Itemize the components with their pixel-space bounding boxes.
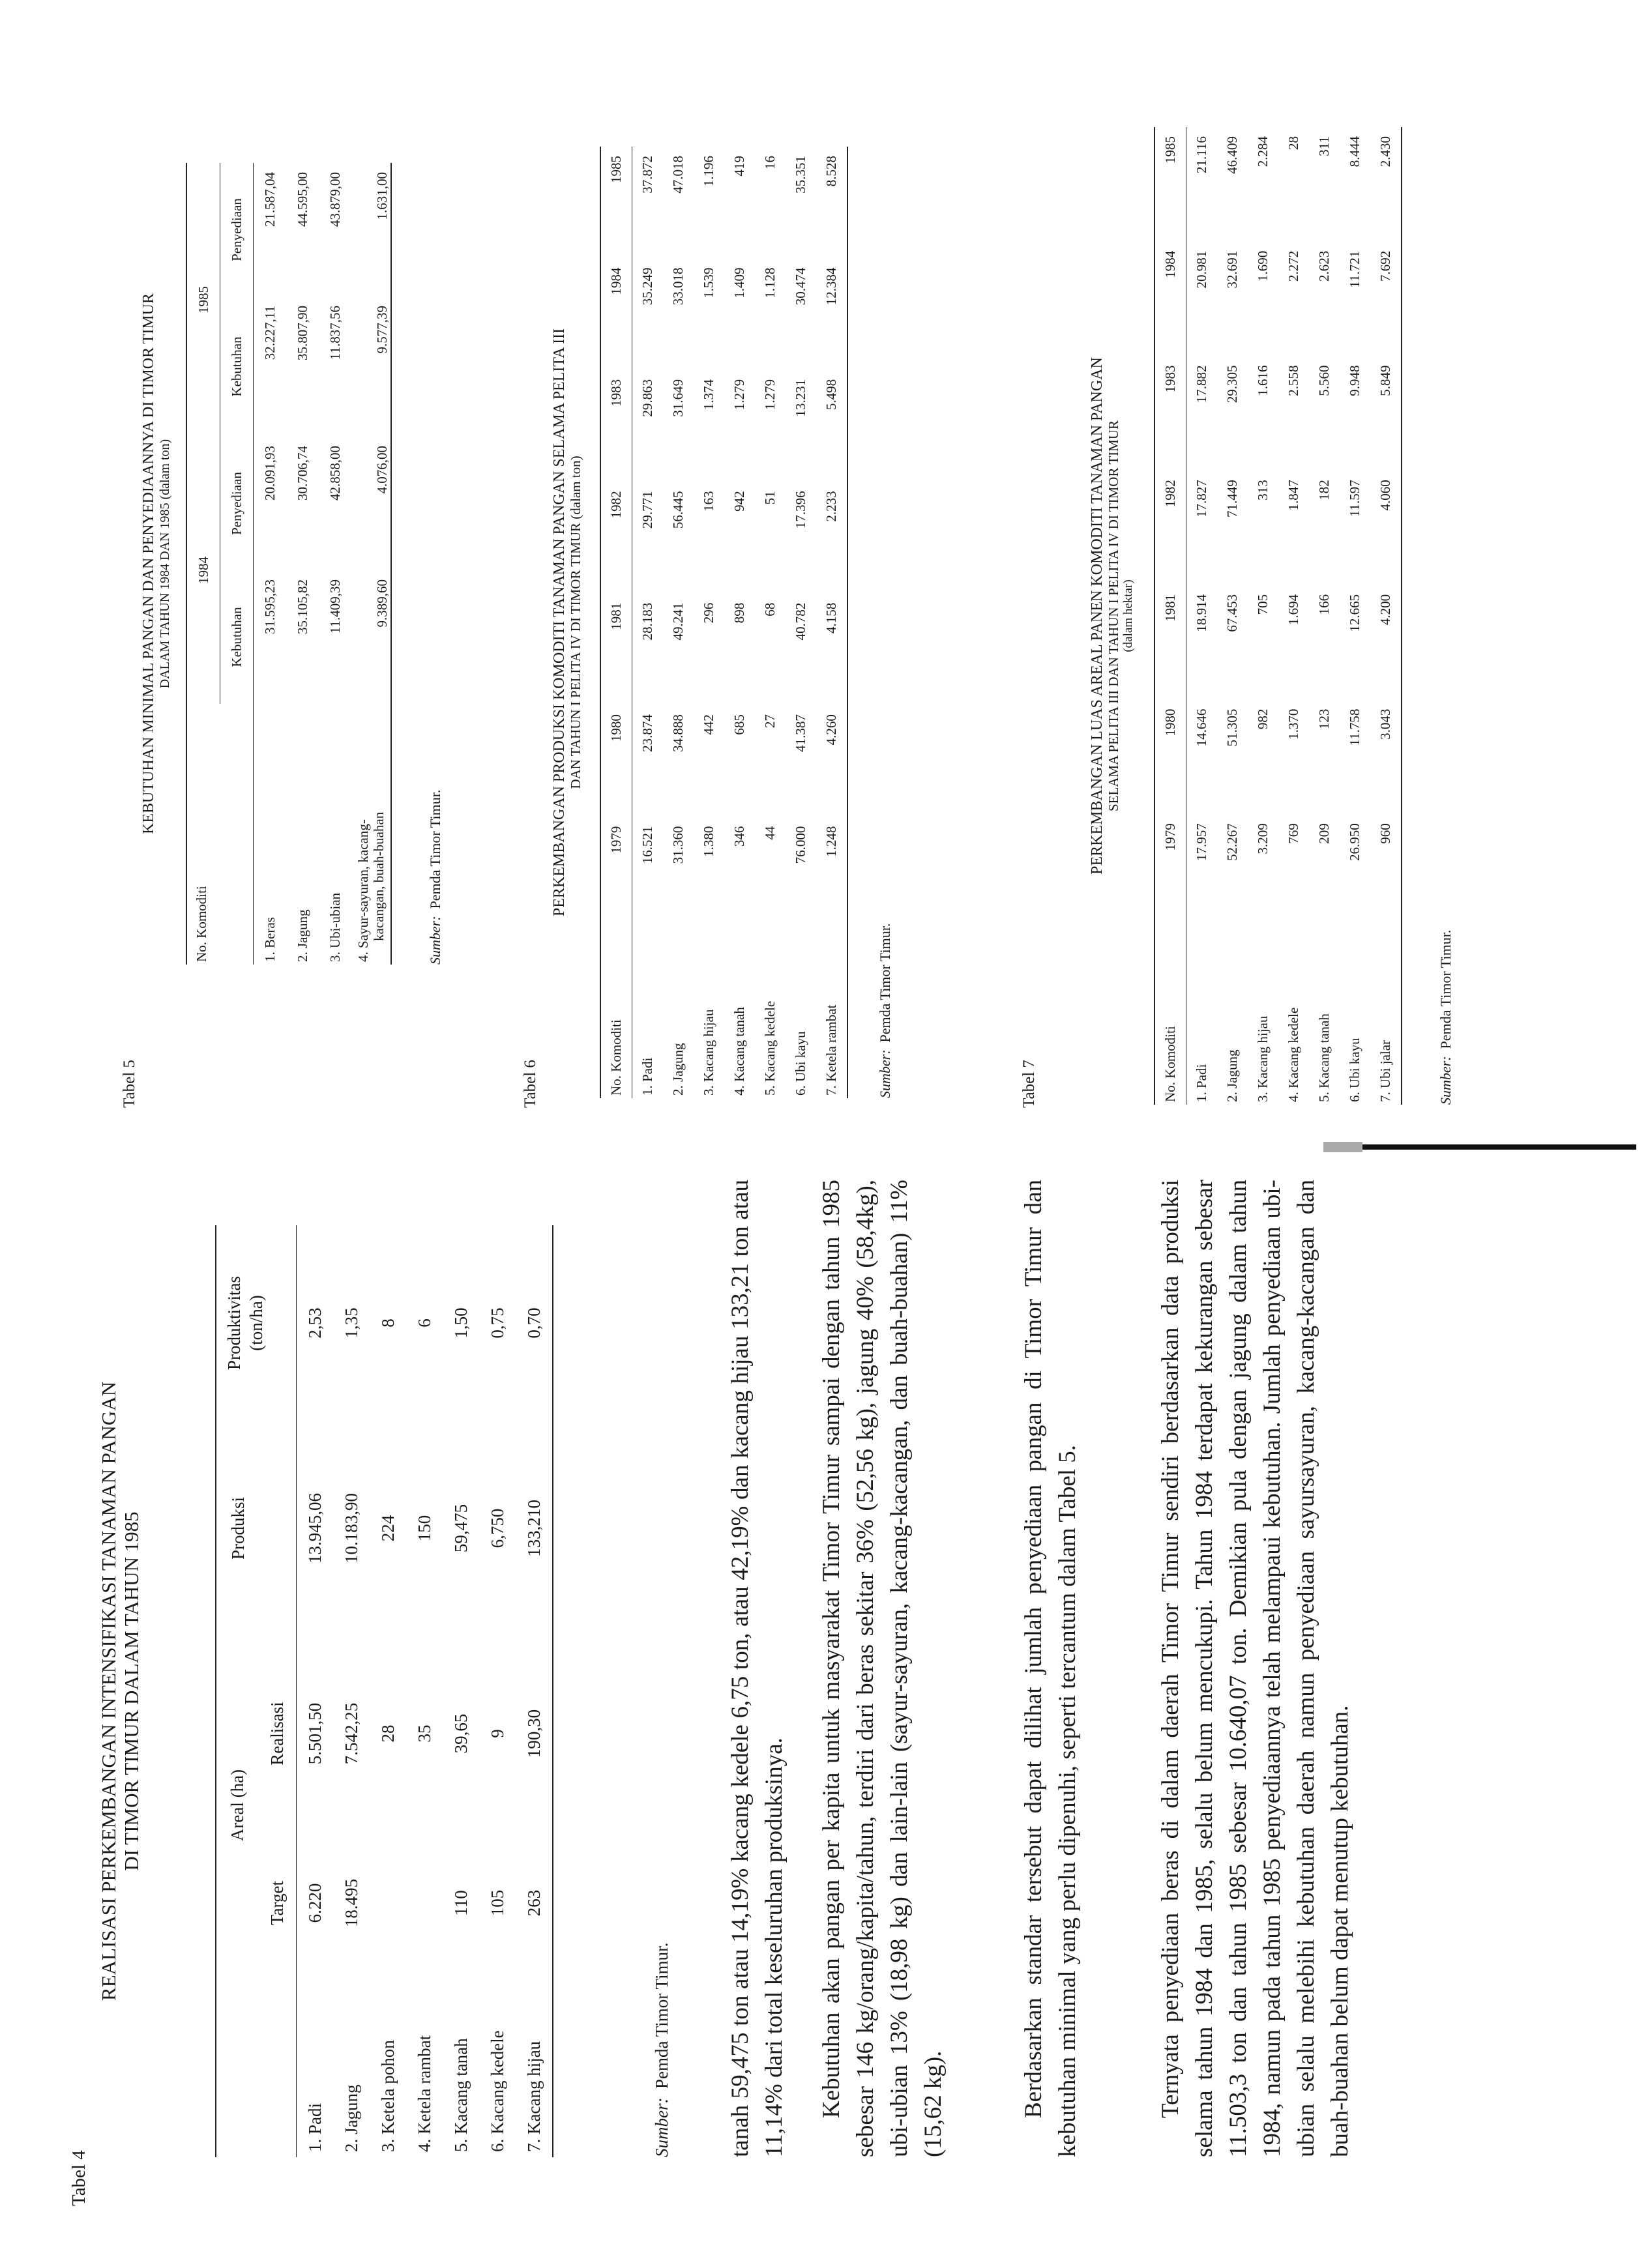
table5-cell-name: 3. Ubi-ubian [327,892,343,962]
table7-cell: 52.267 [1224,823,1240,862]
table6-cell: 29.771 [640,491,655,529]
table7-cell: 11.721 [1347,250,1362,288]
table4-label: Tabel 4 [68,2150,89,2206]
table7-cell: 982 [1255,708,1271,730]
paragraph-1: tanah 59,475 ton atau 14,19% kacang kedele 6,75 ton, atau 42,19% dan kacang hijau 133,21 ton atau 11,14% dari total keseluruhan produksinya. [727,1180,787,2157]
table7-cell: 20.981 [1194,250,1209,289]
table4-title-line2: DI TIMOR TIMUR DALAM TAHUN 1985 [119,1511,143,1871]
table6-cell: 13.231 [793,379,808,417]
table4-source [652,1943,672,2157]
table7-cell: 9.948 [1347,365,1362,396]
table6-cell: 16.521 [640,826,655,864]
table6-source-text: Pemda Timor Timur. [877,923,893,1043]
table6-cell: 12.384 [816,258,847,370]
table-row [1248,127,1278,1105]
table4-cell-produksi: 133,210 [516,1421,553,1636]
table4-title-line1: REALISASI PERKEMBANGAN INTENSIFIKASI TANAMAN PANGAN [97,1382,120,2001]
table7-cell: 26.950 [1347,823,1362,862]
table7-cell: 32.691 [1224,250,1240,289]
table6-cell: 49.241 [670,602,686,641]
table5-cell: 21.587,04 [261,172,278,227]
table4-cell-name: 2. Jagung [341,2084,361,2152]
paragraph-4: Ternyata penyediaan beras di dalam daerah Timor Timur sendiri berdasarkan data produksi selama tahun 1984 dan 1985, selalu belum mencukupi. Tahun 1984 terdapat kekurangan sebesar 11.503,3 ton dan tahun 1985 sebesar 10.640,07 ton. Demikian pula dengan jagung dalam tahun 1984, namun pada tahun 1985 penyediaannya telah melampaui kebutuhan. Jumlah penyediaan ubi-ubian selalu melebihi kebutuhan daerah namun penyediaan sayursayuran, kacang-kacangan dan buah-buahan belum dapat menutup kebutuhan. [1157,1180,1353,2157]
table7-cell-name: 3. Kacang hijau [1255,1015,1271,1102]
table7-cell: 3.209 [1255,823,1271,854]
table7-label: Tabel 7 [1020,1060,1038,1108]
table4-header-realisasi: Realisasi [267,1702,287,1766]
table5 [186,163,392,965]
table4-header-areal: Areal (ha) [227,1769,247,1842]
table5-cell: 31.595,23 [261,579,278,634]
table4-cell-target: 263 [516,1831,553,1975]
table4-cell-realisasi: 35 [414,1724,434,1743]
table6-cell: 898 [731,602,747,624]
table4-cell-target [370,1831,406,1975]
table7-cell: 1.690 [1255,250,1271,282]
table6-cell: 2.233 [816,482,847,593]
table6-header-1979: 1979 [608,826,624,854]
table4-cell-realisasi: 7.542,25 [341,1702,361,1765]
table7-header-1980: 1980 [1162,708,1178,736]
table6-cell: 1.279 [762,379,778,411]
table7-cell: 1.694 [1286,594,1301,626]
table6-cell: 1.374 [701,379,716,411]
table7-cell: 29.305 [1224,365,1240,403]
table4-header-produktivitas-line2: (ton/ha) [246,1295,266,1351]
table6-cell: 942 [731,491,747,512]
table-row [755,147,786,1098]
table7-cell-name: 5. Kacang tanah [1316,1013,1332,1102]
table6-label: Tabel 6 [522,1060,539,1108]
table7-cell: 311 [1316,136,1332,156]
table4-cell-target: 18.495 [341,1878,361,1928]
paragraph-2: Kebutuhan akan pangan per kapita untuk masyarakat Timor Timur sampai dengan tahun 1985 sebesar 146 kg/orang/kapita/tahun, terdiri dari beras sekitar 36% (52,56 kg), jagung 40% (58,4kg), ubi-ubian 13% (18,98 kg) dan lain-lain (sayur-sayuran, kacang-kacangan, dan buah-buahan) 11% (15,62 kg). [818,1180,947,2157]
table5-header-1985: 1985 [195,286,211,313]
table6-cell: 31.360 [670,826,686,864]
table4-cell-produktivitas: 1,35 [341,1307,361,1339]
table6-cell: 35.249 [640,267,655,306]
table7-cell-name: 4. Kacang kedele [1286,1007,1301,1102]
table-row [333,1225,370,2157]
table4-cell-produksi: 10.183,90 [341,1493,361,1563]
table-row [816,147,847,1098]
table7-cell: 3.043 [1370,700,1402,815]
table4-cell-name: 5. Kacang tanah [450,2038,471,2152]
table5-title [140,163,172,965]
table6-cell-name: 3. Kacang hijau [701,1009,716,1096]
table4-cell-target: 6.220 [304,1883,325,1923]
table-row [479,1225,516,2157]
table7-cell: 313 [1255,480,1271,501]
table5-cell: 42.858,00 [327,446,343,501]
table4-cell-produktivitas: 0,70 [516,1225,553,1421]
table5-cell-name [351,704,391,965]
table6-cell: 1.279 [731,379,747,411]
table7-cell: 18.914 [1194,594,1209,632]
table5-cell: 4.076,00 [351,437,391,570]
left-page [0,1134,1648,2268]
table4-cell-produktivitas: 2,53 [304,1307,325,1339]
table7-cell: 12.665 [1347,594,1362,632]
table6-cell: 33.018 [670,267,686,306]
table-row [632,147,664,1098]
table-row [1309,127,1340,1105]
table5-title-line2: DALAM TAHUN 1984 DAN 1985 (dalam ton) [157,439,172,689]
table6-cell: 41.387 [793,714,808,752]
table5-cell: 30.706,74 [294,446,310,501]
table7-header-1979: 1979 [1162,823,1178,851]
table5-cell: 1.631,00 [351,163,391,297]
table4-cell-realisasi: 39,65 [450,1713,471,1754]
table6-cell: 28.183 [640,602,655,641]
table6-cell: 56.445 [670,491,686,529]
table4-source-label: Sumber: [652,2097,671,2157]
table6-cell: 23.874 [640,714,655,752]
table4-cell-name: 3. Ketela pohon [377,2040,398,2152]
table5-cell: 11.837,56 [327,306,343,360]
table6-cell: 296 [701,602,716,624]
table4-cell-produktivitas: 6 [414,1318,434,1328]
table6-cell: 1.196 [701,156,716,187]
table6-source-label: Sumber: [877,1049,893,1098]
table-row [516,1225,553,2157]
table5-cell: 43.879,00 [327,172,343,227]
table5-cell: 9.577,39 [351,297,391,437]
table6-cell: 163 [701,491,716,512]
table4-cell-realisasi: 190,30 [516,1636,553,1831]
table6-cell: 5.498 [816,370,847,482]
table4-header-target: Target [267,1880,287,1926]
table6-header-no-komoditi: No. Komoditi [608,1019,624,1096]
table4-header-produktivitas-line1: Produktivitas [224,1276,244,1371]
table7 [1154,127,1402,1105]
table6-cell: 419 [731,156,747,177]
table5-source-label: Sumber: [427,916,443,965]
table7-cell: 5.560 [1316,365,1332,396]
table7-source [1437,930,1454,1105]
table6-cell: 1.128 [762,267,778,298]
table6-title [551,147,583,1098]
table7-cell: 7.692 [1370,242,1402,356]
table-row [1186,127,1218,1105]
table7-cell: 2.623 [1316,250,1332,282]
table5-header-kebutuhan-1985: Kebutuhan [220,297,254,437]
table4-header-produktivitas [216,1225,297,1421]
table6-cell: 1.539 [701,267,716,298]
paragraph-3: Berdasarkan standar tersebut dapat dilihat jumlah penyediaan pangan di Timor Timur dan kebutuhan minimal yang perlu dipenuhi, seperti tercantum dalam Tabel 5. [1020,1180,1081,2157]
table6-cell-name: 5. Kacang kedele [762,1000,778,1096]
table5-header-1984: 1984 [195,557,211,584]
table7-cell-name: 2. Jagung [1224,1049,1240,1102]
table4-cell-name: 7. Kacang hijau [516,1975,553,2157]
table-row [406,1225,443,2157]
table7-cell: 769 [1286,823,1301,844]
table6-cell: 1.409 [731,267,747,298]
table6-cell: 44 [762,826,778,840]
table5-cell: 35.807,90 [294,306,310,360]
table6-cell: 16 [762,156,778,169]
table6-cell: 29.863 [640,379,655,417]
table7-header-1985: 1985 [1162,136,1178,164]
table6-header-1982: 1982 [608,491,624,519]
table5-cell: 9.389,60 [351,570,391,704]
table7-cell: 166 [1316,594,1332,615]
table7-header-1981: 1981 [1162,594,1178,622]
table5-title-line1: KEBUTUHAN MINIMAL PANGAN DAN PENYEDIAANNYA DI TIMOR TIMUR [140,293,157,835]
table4-cell-produktivitas: 0,75 [487,1307,507,1339]
table7-cell: 28 [1286,136,1301,150]
table7-cell: 17.882 [1194,365,1209,403]
table5-cell: 20.091,93 [261,446,278,501]
table4-cell-produksi: 150 [414,1515,434,1542]
table6-cell: 51 [762,491,778,505]
table7-cell: 71.449 [1224,480,1240,517]
table-row [351,163,391,965]
table6 [600,147,848,1098]
table4-cell-target [406,1831,443,1975]
table7-cell: 123 [1316,708,1332,730]
table7-cell: 17.827 [1194,480,1209,517]
table6-title-line2: DAN TAHUN I PELITA IV DI TIMOR TIMUR (dalam ton) [567,456,583,789]
table6-cell: 30.474 [793,267,808,306]
table7-title-line3: (dalam hektar) [1121,579,1136,652]
table4-cell-produksi: 6,750 [487,1508,507,1548]
table7-cell: 4.200 [1370,585,1402,700]
table6-cell-name: 2. Jagung [670,1043,686,1096]
table-row [297,1225,334,2157]
table4-cell-realisasi: 28 [377,1724,398,1743]
table6-cell: 1.380 [701,826,716,857]
table4-cell-realisasi: 5.501,50 [304,1702,325,1765]
table6-cell-name: 1. Padi [640,1057,655,1096]
table7-source-label: Sumber: [1437,1056,1454,1105]
table6-cell: 685 [731,714,747,735]
table6-cell: 76.000 [793,826,808,864]
table7-cell: 2.430 [1370,127,1402,242]
table4-cell-name: 1. Padi [304,2102,325,2152]
table6-cell-name: 4. Kacang tanah [731,1007,747,1096]
table7-cell: 705 [1255,594,1271,615]
table6-header-1985: 1985 [608,156,624,183]
table-row [443,1225,479,2157]
table7-cell: 5.849 [1370,356,1402,471]
table6-cell: 4.158 [816,594,847,705]
table7-cell: 11.758 [1347,708,1362,746]
table7-cell: 17.957 [1194,823,1209,862]
table6-cell: 40.782 [793,602,808,641]
table5-cell: 35.105,82 [294,579,310,634]
table5-label: Tabel 5 [121,1060,138,1108]
table5-cell-name: 2. Jagung [294,909,310,962]
table7-cell: 21.116 [1194,136,1209,173]
table7-cell: 14.646 [1194,708,1209,747]
table5-cell: 11.409,39 [327,579,343,634]
table4-cell-name: 4. Ketela rambat [414,2035,434,2152]
table6-header-1983: 1983 [608,379,624,407]
table4-header-produksi: Produksi [228,1496,248,1560]
table5-cell-name: 1. Beras [261,917,278,962]
table6-cell: 47.018 [670,156,686,194]
table7-cell: 2.272 [1286,250,1301,282]
table6-cell: 37.872 [640,156,655,194]
table-row [1340,127,1370,1105]
table5-cell: 44.595,00 [294,172,310,227]
table7-cell: 4.060 [1370,471,1402,585]
table-row [254,163,287,965]
table4-title [98,1225,143,2157]
table5-header-penyediaan-1984: Penyediaan [220,437,254,570]
table6-cell: 442 [701,714,716,735]
table6-cell: 68 [762,602,778,617]
table7-title-line2: SELAMA PELITA III DAN TAHUN I PELITA IV DI TIMOR TIMUR [1105,420,1121,812]
table7-header-1983: 1983 [1162,365,1178,393]
table-row [319,163,351,965]
table5-cell-name-line1: 4. Sayur-sayuran, kacang- [355,819,371,962]
table-row [1278,127,1309,1105]
table7-cell: 1.616 [1255,365,1271,396]
table5-header-penyediaan-1985: Penyediaan [220,163,254,297]
table5-cell-name-line2: kacangan, buah-buahan [371,811,387,941]
table7-cell: 1.847 [1286,480,1301,511]
table6-cell: 8.528 [816,147,847,258]
table7-cell: 46.409 [1224,136,1240,174]
table6-cell: 346 [731,826,747,847]
table-row [786,147,816,1098]
table4-source-text: Pemda Timor Timur. [652,1942,671,2089]
table4-cell-produksi: 224 [377,1515,398,1542]
table-row [694,147,724,1098]
table7-header-1984: 1984 [1162,250,1178,278]
table4-cell-target: 110 [450,1890,471,1916]
table-row [1370,127,1402,1105]
table6-cell: 35.351 [793,156,808,194]
table6-header-1980: 1980 [608,714,624,742]
table6-source [877,923,894,1098]
table-row [724,147,755,1098]
table-row [286,163,319,965]
table6-header-1981: 1981 [608,602,624,630]
table6-header-1984: 1984 [608,267,624,295]
table4-cell-produktivitas: 1,50 [450,1307,471,1339]
table7-cell-name: 7. Ubi jalar [1370,929,1402,1105]
table7-cell-name: 6. Ubi kayu [1347,1038,1362,1102]
table6-cell: 17.396 [793,491,808,529]
table-row [370,1225,406,2157]
table7-cell: 960 [1370,814,1402,929]
table7-title-line1: PERKEMBANGAN LUAS AREAL PANEN KOMODITI TANAMAN PANGAN [1089,357,1106,875]
table5-header-kebutuhan-1984: Kebutuhan [220,570,254,704]
table7-cell: 2.284 [1255,136,1271,167]
table4-cell-produktivitas: 8 [377,1318,398,1328]
table7-cell: 209 [1316,823,1332,844]
table4-cell-produksi: 13.945,06 [304,1493,325,1563]
table5-source-text: Pemda Timor Timur. [427,789,443,909]
table7-cell: 2.558 [1286,365,1301,396]
table7-cell: 182 [1316,480,1332,501]
table6-cell: 1.248 [816,817,847,929]
table4 [215,1225,553,2157]
page-crease [1362,1144,1636,1150]
table-row [663,147,694,1098]
table7-header-no-komoditi: No. Komoditi [1162,1026,1178,1102]
table4-cell-target: 105 [487,1889,507,1917]
table7-cell: 67.453 [1224,594,1240,632]
table7-cell: 8.444 [1347,136,1362,167]
table7-title [1089,127,1136,1105]
table4-cell-name: 6. Kacang kedele [487,2030,507,2152]
table7-cell: 1.370 [1286,708,1301,740]
table7-header-1982: 1982 [1162,480,1178,508]
table6-cell: 27 [762,714,778,729]
table6-cell: 34.888 [670,714,686,752]
table-row [1217,127,1248,1105]
table5-source [427,790,444,965]
page-crease-shadow [1323,1142,1362,1152]
table6-cell-name: 6. Ubi kayu [793,1031,808,1096]
table7-cell: 51.305 [1224,708,1240,747]
table7-cell: 11.597 [1347,480,1362,517]
table5-header-no-komoditi: No. Komoditi [194,886,209,962]
table4-cell-realisasi: 9 [487,1729,507,1738]
table7-cell-name: 1. Padi [1194,1064,1209,1102]
table5-cell: 32.227,11 [261,306,278,360]
table6-cell-name: 7. Ketela rambat [816,929,847,1098]
table6-cell: 31.649 [670,379,686,417]
table7-source-text: Pemda Timor Timur. [1437,929,1454,1049]
table4-cell-produksi: 59,475 [450,1504,471,1553]
table6-title-line1: PERKEMBANGAN PRODUKSI KOMODITI TANAMAN PANGAN SELAMA PELITA III [551,328,568,917]
table6-cell: 4.260 [816,705,847,817]
